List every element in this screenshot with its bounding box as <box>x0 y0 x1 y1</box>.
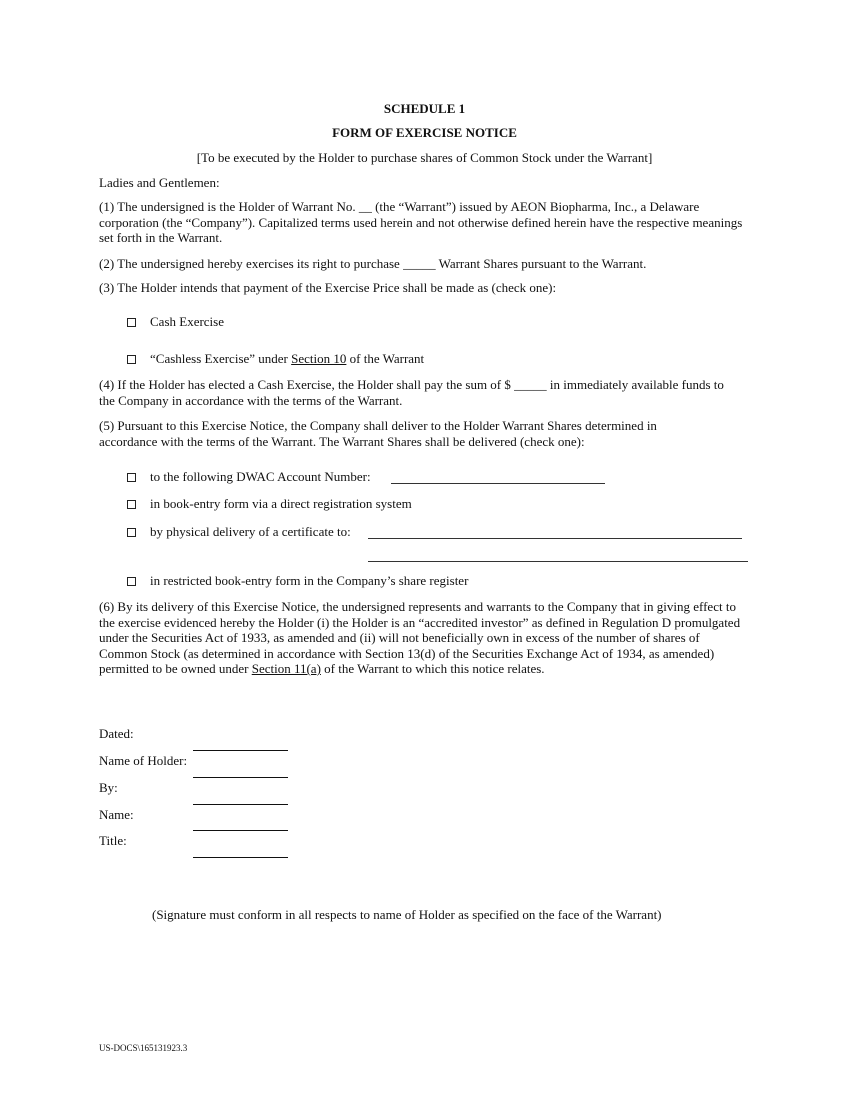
checkbox-cash-exercise[interactable] <box>127 318 136 327</box>
restricted-book-entry-label: in restricted book-entry form in the Company’s share register <box>150 573 469 588</box>
certificate-address-field-1[interactable] <box>368 538 742 539</box>
section-10-reference: Section 10 <box>291 351 347 366</box>
paragraph-4: (4) If the Holder has elected a Cash Exercise, the Holder shall pay the sum of $ _____ in immediately available funds to the Company in accordance with the terms of the Warrant. <box>99 377 724 408</box>
section-11a-reference: Section 11(a) <box>251 661 321 676</box>
signature-by-field[interactable] <box>193 804 288 805</box>
salutation: Ladies and Gentlemen: <box>99 175 220 190</box>
paragraph-3: (3) The Holder intends that payment of the Exercise Price shall be made as (check one): <box>99 280 557 295</box>
checkbox-restricted-book-entry[interactable] <box>127 577 136 586</box>
certificate-address-field-2[interactable] <box>368 561 748 562</box>
checkbox-physical-delivery[interactable] <box>127 528 136 537</box>
paragraph-1: (1) The undersigned is the Holder of Warrant No. __ (the “Warrant”) issued by AEON Biopharma, Inc., a Delaware corporation (the “Company”). Capitalized terms used herein and not otherwise defined herein have the respective meanings set forth in the Warrant. <box>99 199 743 245</box>
dated-field[interactable] <box>193 750 288 751</box>
by-label: By: <box>99 780 118 795</box>
cashless-exercise-label: “Cashless Exercise” under Section 10 of the Warrant <box>150 351 425 366</box>
dated-label: Dated: <box>99 726 134 741</box>
name-of-holder-label: Name of Holder: <box>99 753 188 768</box>
book-entry-label: in book-entry form via a direct registration system <box>150 496 412 511</box>
title-field[interactable] <box>193 857 288 858</box>
schedule-heading: SCHEDULE 1 <box>383 101 466 116</box>
paragraph-2: (2) The undersigned hereby exercises its right to purchase _____ Warrant Shares pursuant to the Warrant. <box>99 256 647 271</box>
cash-exercise-label: Cash Exercise <box>150 314 225 329</box>
document-id-footer: US-DOCS\165131923.3 <box>99 1043 188 1053</box>
paragraph-5: (5) Pursuant to this Exercise Notice, the Company shall deliver to the Holder Warrant Shares determined in accordance with the terms of the Warrant. The Warrant Shares shall be delivered (check one): <box>99 418 657 449</box>
signature-note: (Signature must conform in all respects to name of Holder as specified on the face of the Warrant) <box>152 907 662 922</box>
dwac-label: to the following DWAC Account Number: <box>150 469 371 484</box>
name-field[interactable] <box>193 830 288 831</box>
form-title: FORM OF EXERCISE NOTICE <box>332 125 517 140</box>
dwac-account-field[interactable] <box>391 483 605 484</box>
paragraph-6: (6) By its delivery of this Exercise Notice, the undersigned represents and warrants to the Company that in giving effect to the exercise evidenced hereby the Holder (i) the Holder is an “accredited investor” as defined in Regulation D promulgated under the Securities Act of 1933, as amended and (ii) will not beneficially own in excess of the number of shares of Common Stock (as determined in accordance with Section 13(d) of the Securities Exchange Act of 1934, as amended) permitted to be owned under Section 11(a) of the Warrant to which this notice relates. <box>99 599 741 676</box>
form-subtitle: [To be executed by the Holder to purchase shares of Common Stock under the Warrant] <box>196 150 653 165</box>
physical-delivery-label: by physical delivery of a certificate to: <box>150 524 351 539</box>
name-of-holder-field[interactable] <box>193 777 288 778</box>
checkbox-book-entry[interactable] <box>127 500 136 509</box>
name-label: Name: <box>99 807 134 822</box>
checkbox-cashless-exercise[interactable] <box>127 355 136 364</box>
title-label: Title: <box>99 833 127 848</box>
checkbox-dwac[interactable] <box>127 473 136 482</box>
